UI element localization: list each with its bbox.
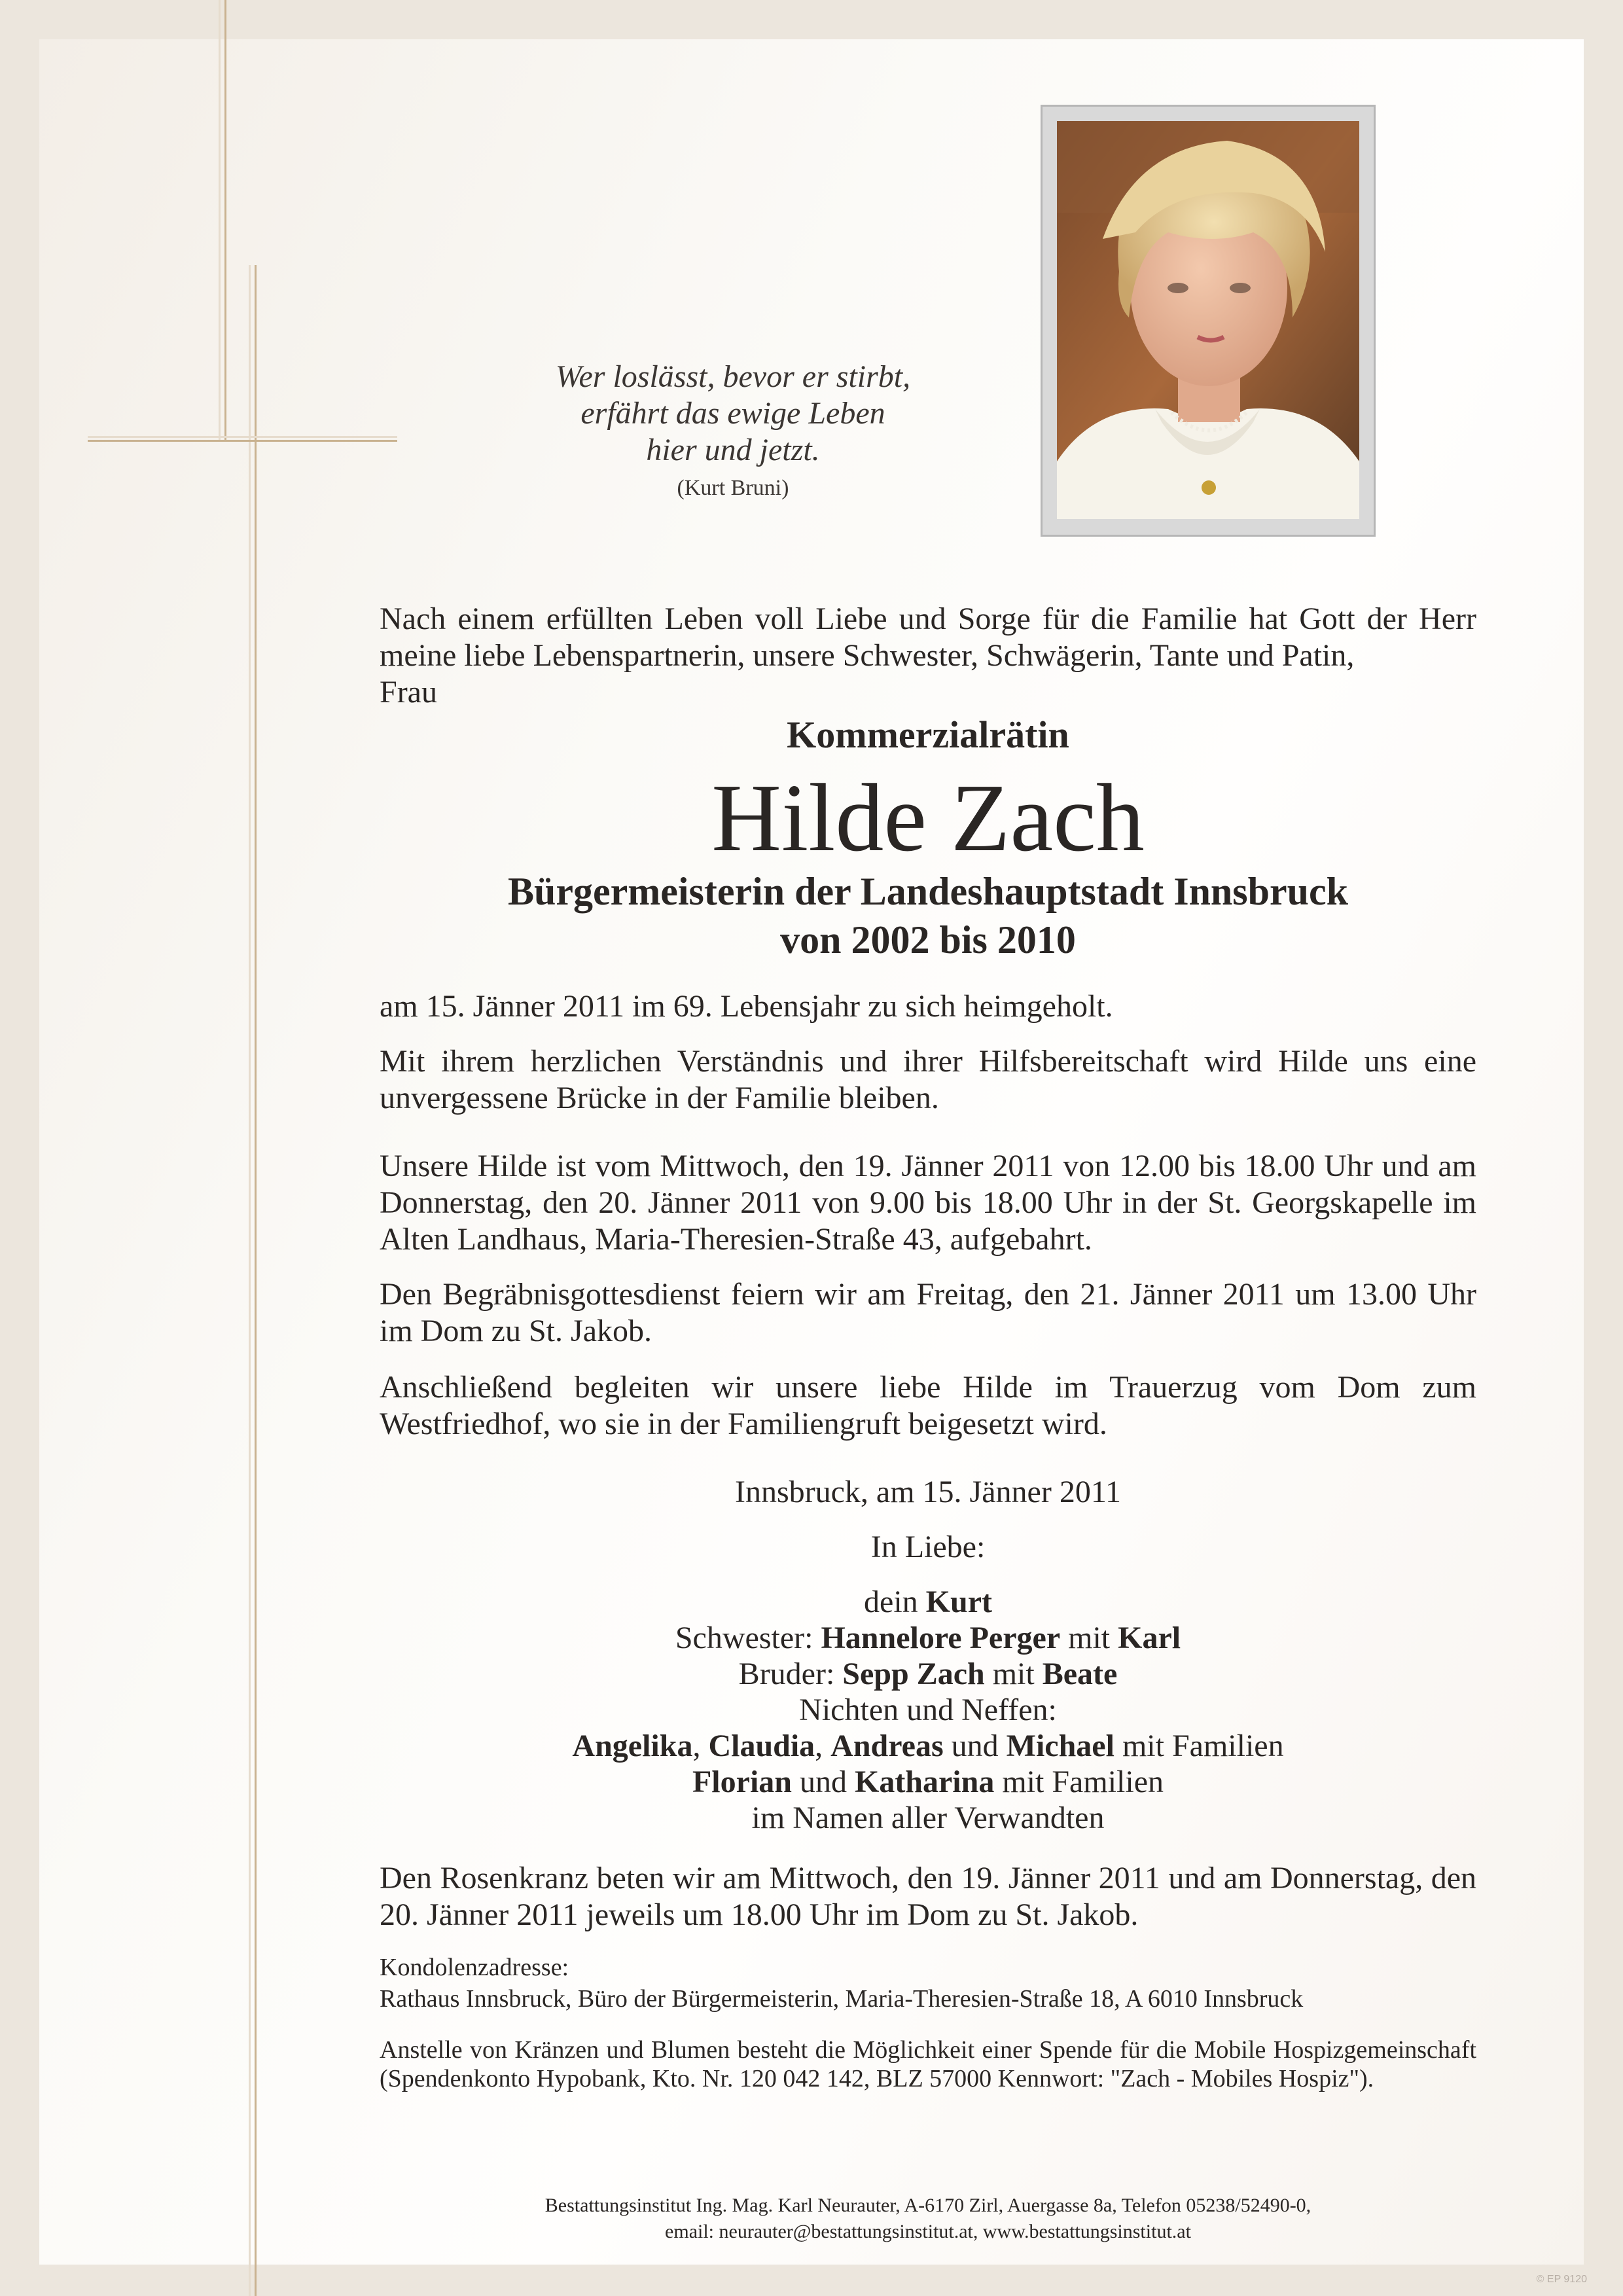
condolence-address: Rathaus Innsbruck, Büro der Bürgermeisterin, Maria-Theresien-Straße 18, A 6010 Innsbruck <box>380 1985 1304 2013</box>
quote-line: Wer loslässt, bevor er stirbt, <box>555 359 911 394</box>
quote-line: hier und jetzt. <box>646 433 820 467</box>
place-date: Innsbruck, am 15. Jänner 2011 <box>734 1475 1122 1509</box>
mourner-name: Sepp Zach <box>842 1657 985 1691</box>
death-line: am 15. Jänner 2011 im 69. Lebensjahr zu sich heimgeholt. <box>380 989 1113 1024</box>
portrait-photo <box>1057 121 1359 519</box>
intro-line: Nach einem erfüllten Leben voll Liebe und Sorge für die Familie hat Gott der Herr <box>380 601 1476 636</box>
burial-paragraph: Anschließend begleiten wir unsere liebe Hilde im Trauerzug vom Dom zum Westfriedhof, wo sie in der Familiengruft beigesetzt wird. <box>380 1370 1476 1441</box>
memory-paragraph: Mit ihrem herzlichen Verständnis und ihrer Hilfsbereitschaft wird Hilde uns eine unvergessene Brücke in der Familie bleiben. <box>380 1044 1476 1115</box>
office-line: von 2002 bis 2010 <box>780 918 1076 961</box>
honorific-title: Kommerzialrätin <box>787 713 1069 756</box>
funeral-home-footer <box>380 2193 1476 2245</box>
mourner-line: Florian und Katharina mit Familien <box>692 1765 1164 1799</box>
footer-line: email: neurauter@bestattungsinstitut.at, www.bestattungsinstitut.at <box>665 2221 1191 2242</box>
mourner-name: Karl <box>1118 1621 1181 1655</box>
quote-line: erfährt das ewige Leben <box>580 396 885 431</box>
condolence-label: Kondolenzadresse: <box>380 1954 569 1981</box>
product-code: © EP 9120 <box>1536 2274 1587 2285</box>
intro-line: meine liebe Lebenspartnerin, unsere Schwester, Schwägerin, Tante und Patin, <box>380 638 1355 673</box>
office-line: Bürgermeisterin der Landeshauptstadt Innsbruck <box>507 870 1349 913</box>
service-paragraph: Den Begräbnisgottesdienst feiern wir am Freitag, den 21. Jänner 2011 um 13.00 Uhr im Dom zu St. Jakob. <box>380 1277 1476 1348</box>
mourner-line: dein Kurt <box>864 1585 992 1619</box>
intro-paragraph <box>380 601 1476 711</box>
office-title <box>380 867 1476 964</box>
mourner-name: Beate <box>1042 1657 1118 1691</box>
mourner-line: Bruder: Sepp Zach mit Beate <box>738 1657 1118 1691</box>
donation-paragraph: Anstelle von Kränzen und Blumen besteht die Möglichkeit einer Spende für die Mobile Hospizgemeinschaft (Spendenkonto Hypobank, Kto. Nr. 120 042 142, BLZ 57000 Kennwort: "Zach - Mobiles Hospiz"). <box>380 2036 1476 2092</box>
mourner-line: im Namen aller Verwandten <box>751 1801 1105 1835</box>
mourner-line: Nichten und Neffen: <box>799 1693 1057 1727</box>
mourner-name: Hannelore Perger <box>821 1621 1061 1655</box>
portrait-frame <box>1041 105 1376 537</box>
rosary-paragraph: Den Rosenkranz beten wir am Mittwoch, den 19. Jänner 2011 und am Donnerstag, den 20. Jänner 2011 jeweils um 18.00 Uhr im Dom zu St. Jakob. <box>380 1861 1476 1932</box>
deceased-name: Hilde Zach <box>711 764 1145 872</box>
viewing-paragraph: Unsere Hilde ist vom Mittwoch, den 19. Jänner 2011 von 12.00 bis 18.00 Uhr und am Donnerstag, den 20. Jänner 2011 von 9.00 bis 18.00 Uhr in der St. Georgskapelle im Alten Landhaus, Maria-Theresien-Straße 43, aufgebahrt. <box>380 1149 1476 1257</box>
mourner-line: Angelika, Claudia, Andreas und Michael mit Familien <box>572 1729 1284 1763</box>
intro-line: Frau <box>380 675 437 709</box>
in-love-label: In Liebe: <box>870 1530 986 1564</box>
mourners-list <box>380 1584 1476 1836</box>
mourner-line: Schwester: Hannelore Perger mit Karl <box>675 1621 1181 1655</box>
quote-author: (Kurt Bruni) <box>677 476 789 500</box>
quote-block <box>497 359 969 508</box>
mourner-name: Kurt <box>925 1585 992 1619</box>
footer-line: Bestattungsinstitut Ing. Mag. Karl Neurauter, A-6170 Zirl, Auergasse 8a, Telefon 05238/52490-0, <box>544 2195 1311 2216</box>
